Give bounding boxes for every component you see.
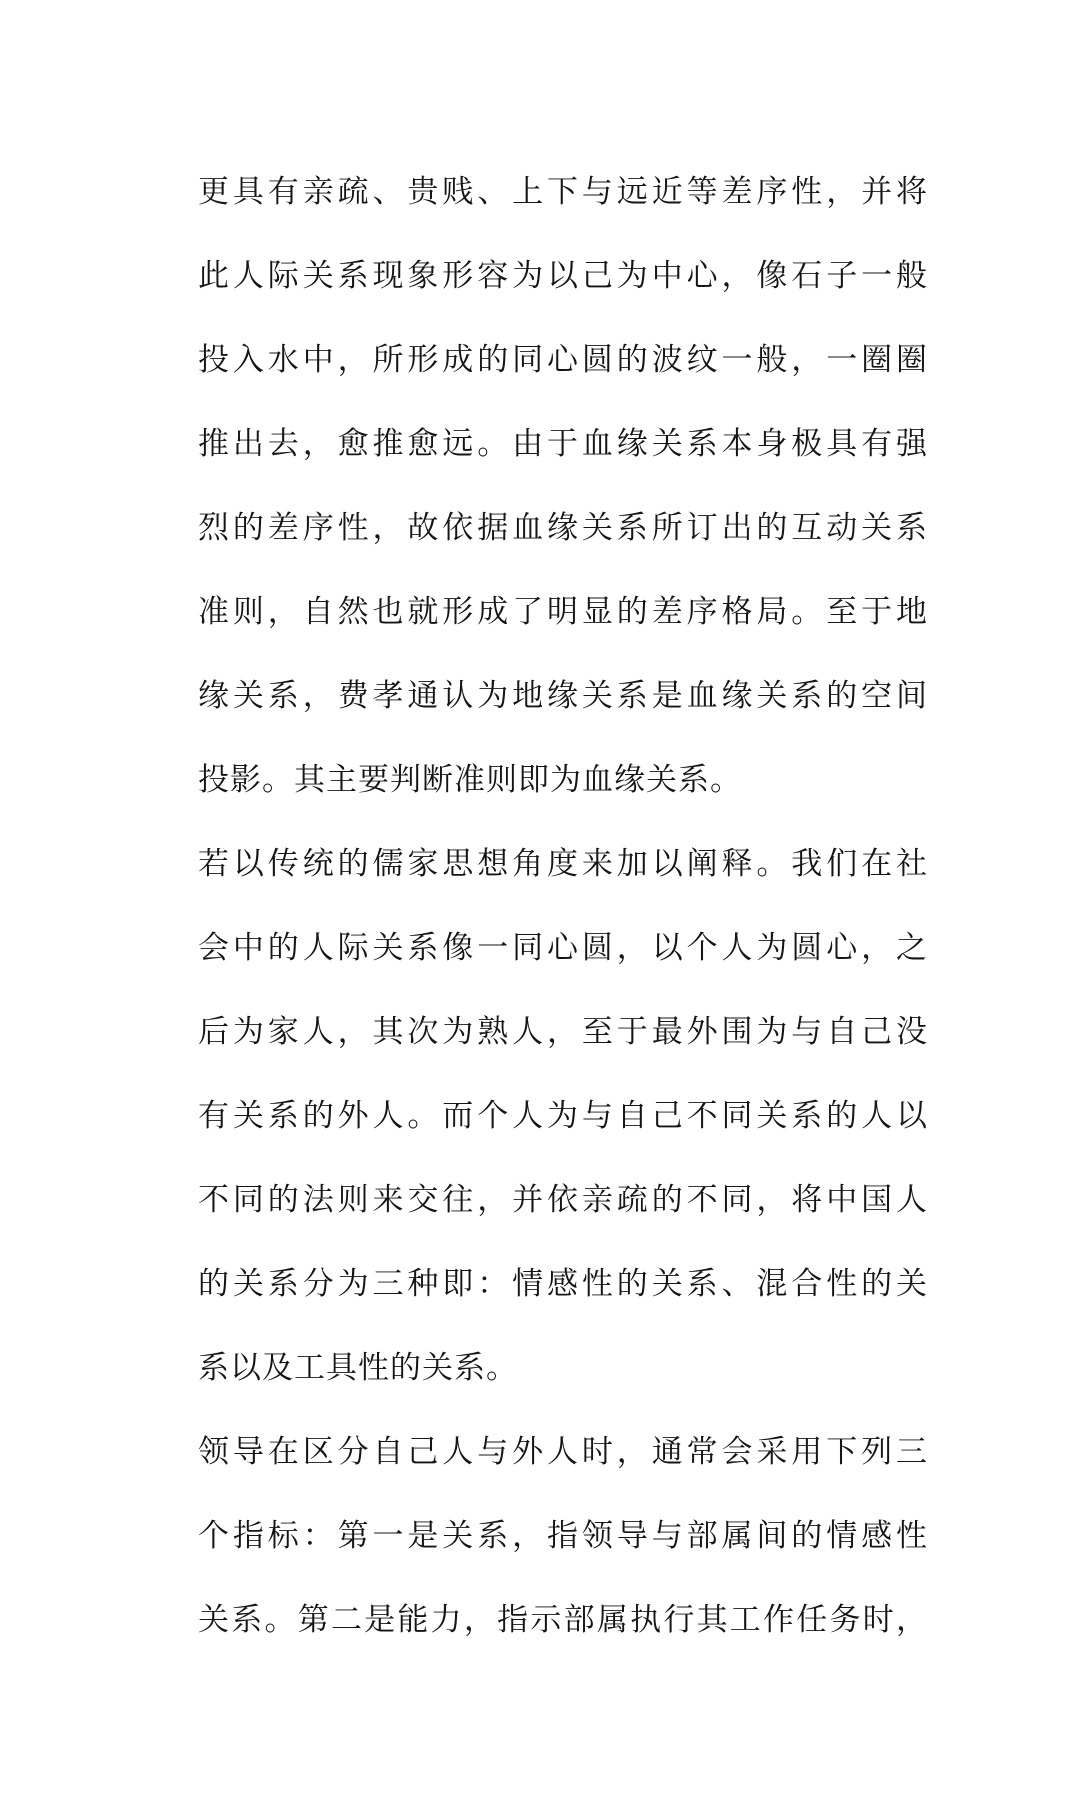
- text-line: 缘关系，费孝通认为地缘关系是血缘关系的空间: [198, 678, 928, 714]
- text-line: 投入水中，所形成的同心圆的波纹一般，一圈圈: [198, 342, 928, 378]
- text-line: 此人际关系现象形容为以己为中心，像石子一般: [198, 258, 928, 294]
- text-line: 会中的人际关系像一同心圆，以个人为圆心，之: [198, 930, 928, 966]
- text-line: 个指标：第一是关系，指领导与部属间的情感性: [198, 1518, 928, 1554]
- text-line: 关系。第二是能力，指示部属执行其工作任务时，: [198, 1602, 928, 1638]
- text-line: 后为家人，其次为熟人，至于最外围为与自己没: [198, 1014, 928, 1050]
- text-line: 推出去，愈推愈远。由于血缘关系本身极具有强: [198, 426, 928, 462]
- text-line: 更具有亲疏、贵贱、上下与远近等差序性，并将: [198, 174, 928, 210]
- text-line: 烈的差序性，故依据血缘关系所订出的互动关系: [198, 510, 928, 546]
- text-line: 不同的法则来交往，并依亲疏的不同，将中国人: [198, 1182, 928, 1218]
- text-line: 系以及工具性的关系。: [198, 1350, 518, 1386]
- text-line: 若以传统的儒家思想角度来加以阐释。我们在社: [198, 846, 928, 882]
- text-line: 有关系的外人。而个人为与自己不同关系的人以: [198, 1098, 928, 1134]
- paragraph-2: [198, 822, 928, 1410]
- text-line: 领导在区分自己人与外人时，通常会采用下列三: [198, 1434, 928, 1470]
- paragraph-1: [198, 150, 928, 822]
- paragraph-3: [198, 1410, 928, 1662]
- text-line: 的关系分为三种即：情感性的关系、混合性的关: [198, 1266, 928, 1302]
- text-line: 准则，自然也就形成了明显的差序格局。至于地: [198, 594, 928, 630]
- text-line: 投影。其主要判断准则即为血缘关系。: [198, 762, 742, 798]
